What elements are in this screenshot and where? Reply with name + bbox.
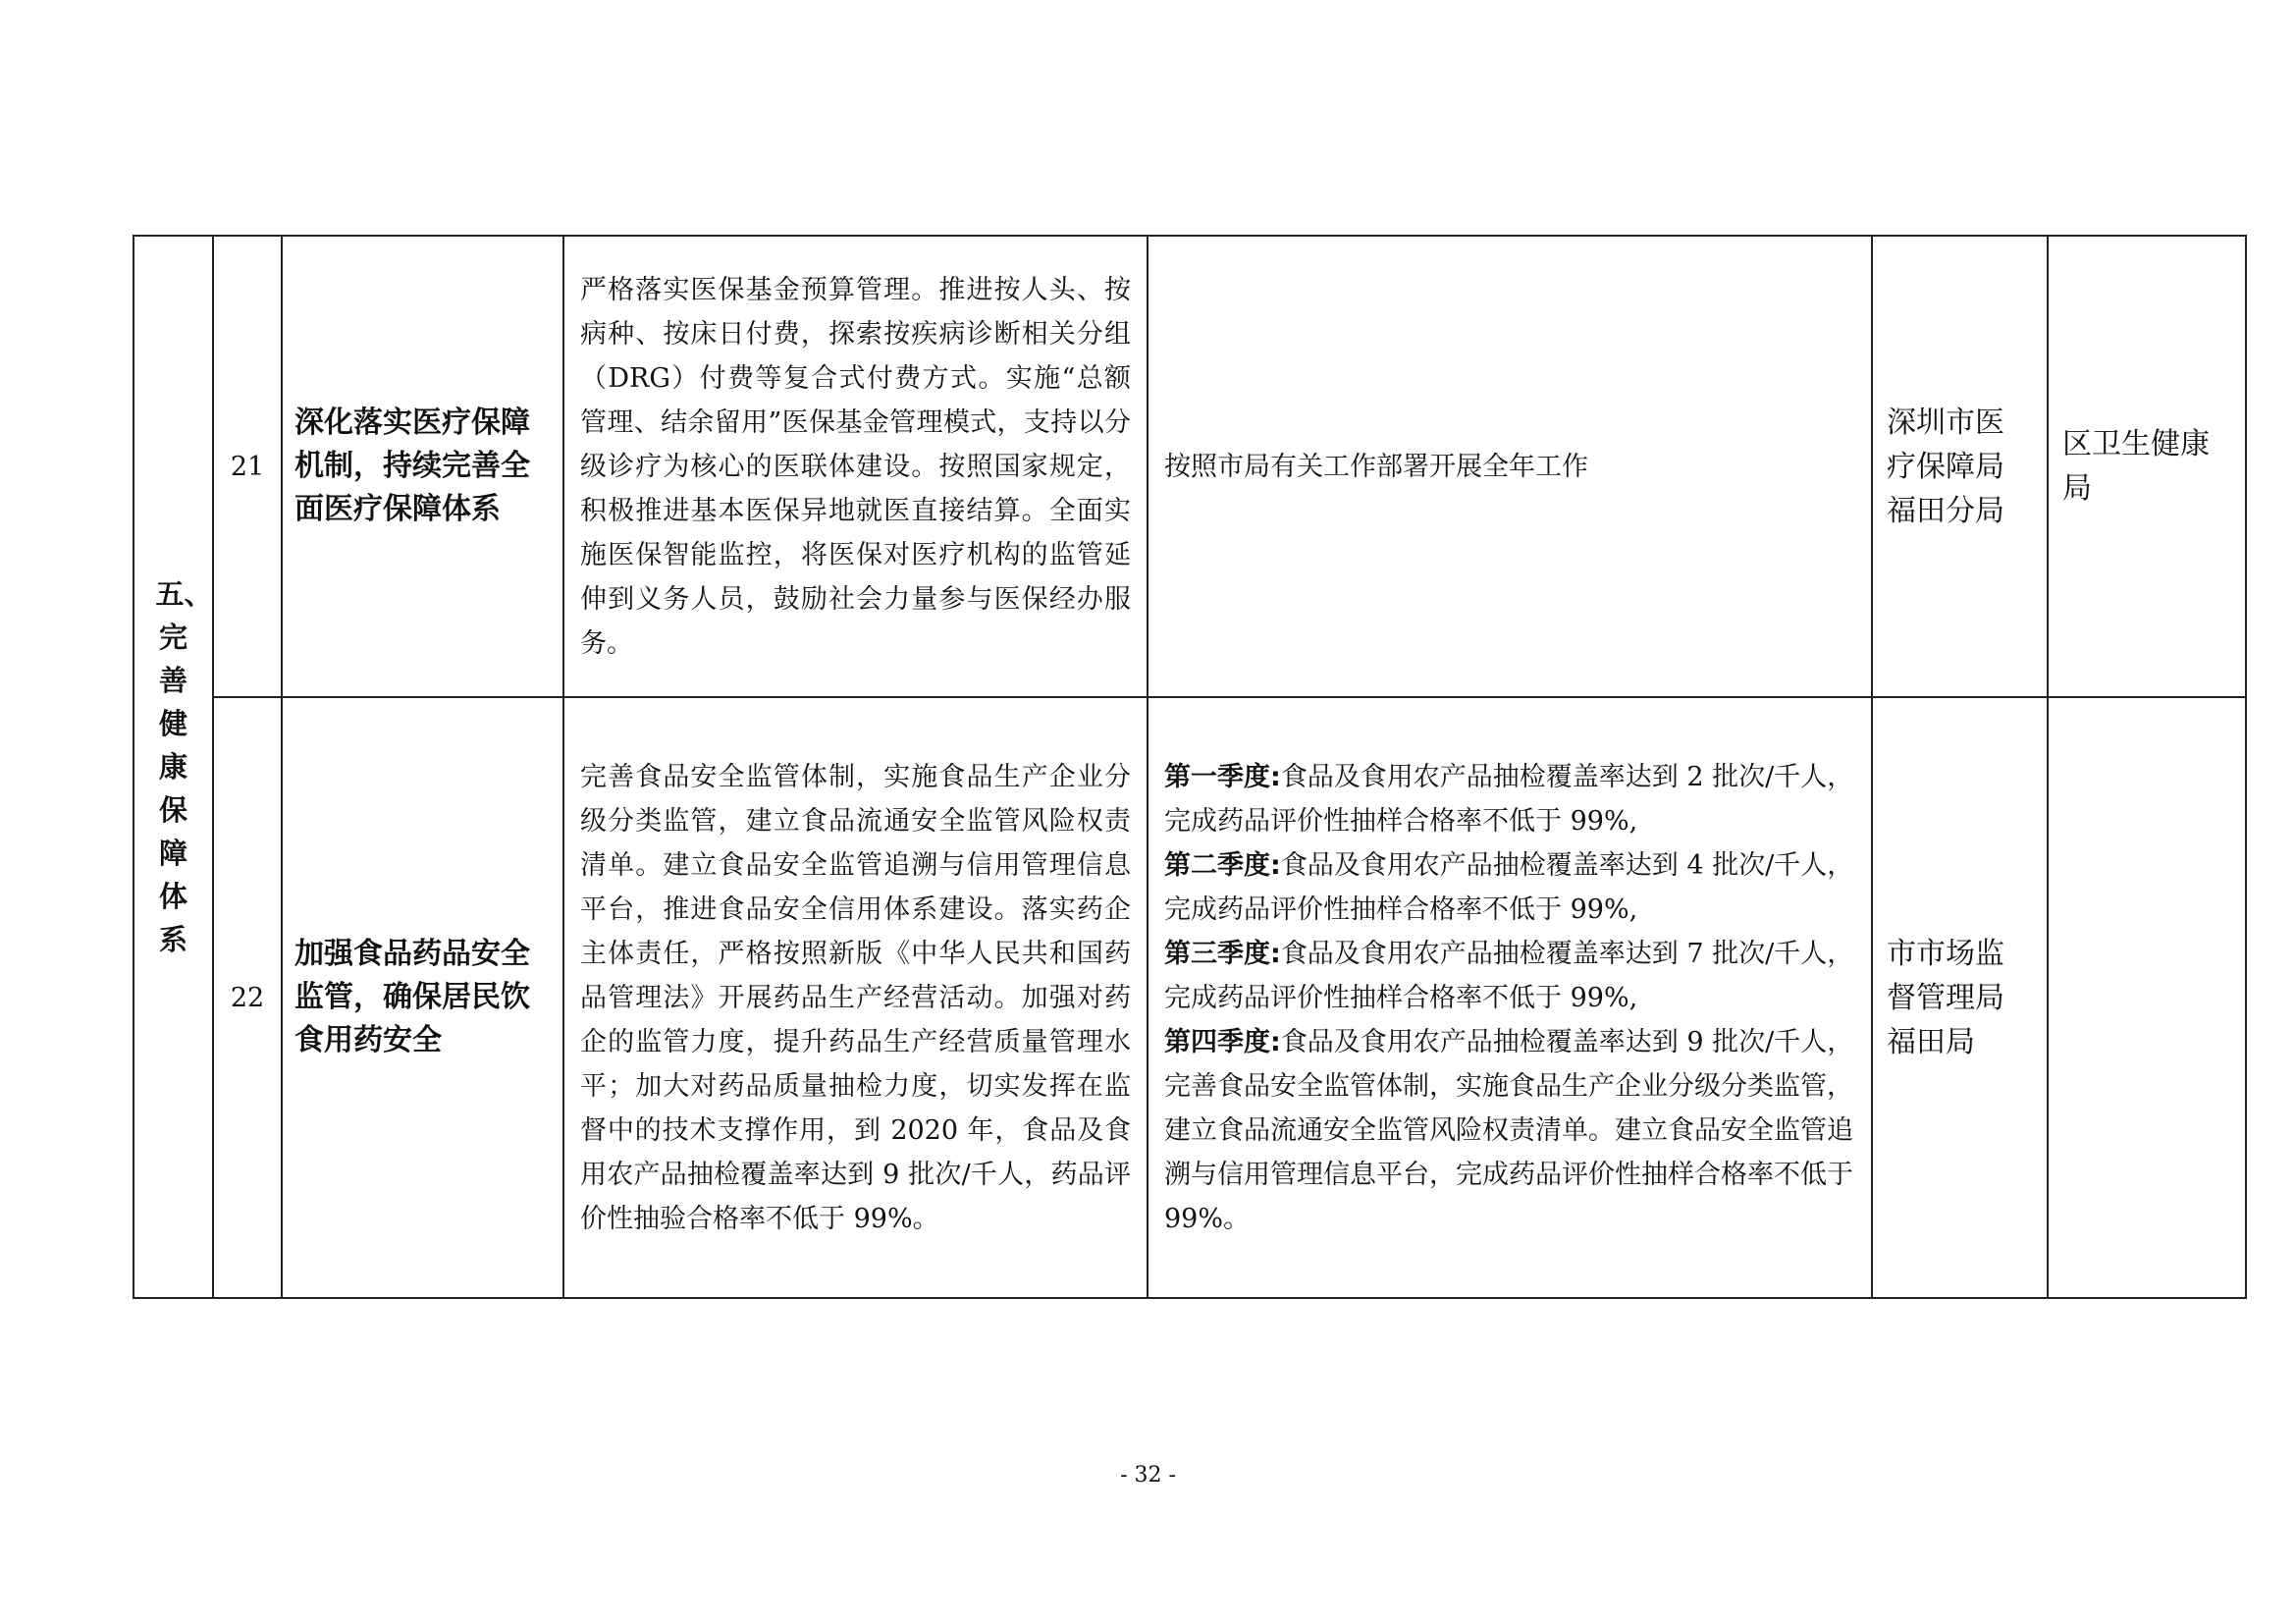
quarter-target: [1164, 755, 1855, 843]
category-label: 五、完善健康保障体系: [155, 577, 213, 956]
row-number: 21: [213, 236, 282, 697]
quarter-text: 食品及食用农产品抽检覆盖率达到 2 批次/千人，完成药品评价性抽样合格率不低于 99%,: [1164, 761, 1854, 837]
quarter-text: 食品及食用农产品抽检覆盖率达到 7 批次/千人，完成药品评价性抽样合格率不低于 99%,: [1164, 938, 1854, 1013]
cooperating-unit: [2048, 697, 2246, 1298]
quarter-target: [1164, 1020, 1855, 1241]
work-plan-table: [133, 235, 2247, 1299]
table-row: [133, 236, 2246, 697]
quarter-label: 第四季度:: [1164, 1026, 1281, 1057]
task-target: 按照市局有关工作部署开展全年工作: [1148, 236, 1872, 697]
quarter-target: [1164, 932, 1855, 1020]
task-title: 深化落实医疗保障机制，持续完善全面医疗保障体系: [282, 236, 563, 697]
quarter-label: 第一季度:: [1164, 761, 1281, 792]
quarter-target: [1164, 843, 1855, 932]
quarter-text: 食品及食用农产品抽检覆盖率达到 4 批次/千人，完成药品评价性抽样合格率不低于 99%,: [1164, 849, 1854, 925]
cooperating-unit: 区卫生健康局: [2048, 236, 2246, 697]
task-content: 严格落实医保基金预算管理。推进按人头、按病种、按床日付费，探索按疾病诊断相关分组（DRG）付费等复合式付费方式。实施“总额管理、结余留用”医保基金管理模式，支持以分级诊疗为核心的医联体建设。按照国家规定，积极推进基本医保异地就医直接结算。全面实施医保智能监控，将医保对医疗机构的监管延伸到义务人员，鼓励社会力量参与医保经办服务。: [563, 236, 1148, 697]
quarter-text: 食品及食用农产品抽检覆盖率达到 9 批次/千人，完善食品安全监管体制，实施食品生产企业分级分类监管，建立食品流通安全监管风险权责清单。建立食品安全监管追溯与信用管理信息平台，完成药品评价性抽样合格率不低于 99%。: [1164, 1026, 1854, 1234]
row-number: 22: [213, 697, 282, 1298]
category-cell: [133, 236, 213, 1298]
table-row: [133, 697, 2246, 1298]
quarter-label: 第二季度:: [1164, 849, 1281, 881]
lead-unit: 深圳市医疗保障局福田分局: [1872, 236, 2048, 697]
quarterly-targets: [1148, 697, 1872, 1298]
task-content: 完善食品安全监管体制，实施食品生产企业分级分类监管，建立食品流通安全监管风险权责清单。建立食品安全监管追溯与信用管理信息平台，推进食品安全信用体系建设。落实药企主体责任，严格按照新版《中华人民共和国药品管理法》开展药品生产经营活动。加强对药企的监管力度，提升药品生产经营质量管理水平；加大对药品质量抽检力度，切实发挥在监督中的技术支撑作用，到 2020 年，食品及食用农产品抽检覆盖率达到 9 批次/千人，药品评价性抽验合格率不低于 99%。: [563, 697, 1148, 1298]
task-title: 加强食品药品安全监管，确保居民饮食用药安全: [282, 697, 563, 1298]
quarter-label: 第三季度:: [1164, 938, 1281, 969]
page-number: - 32 -: [1120, 1463, 1176, 1488]
lead-unit: 市市场监督管理局福田局: [1872, 697, 2048, 1298]
